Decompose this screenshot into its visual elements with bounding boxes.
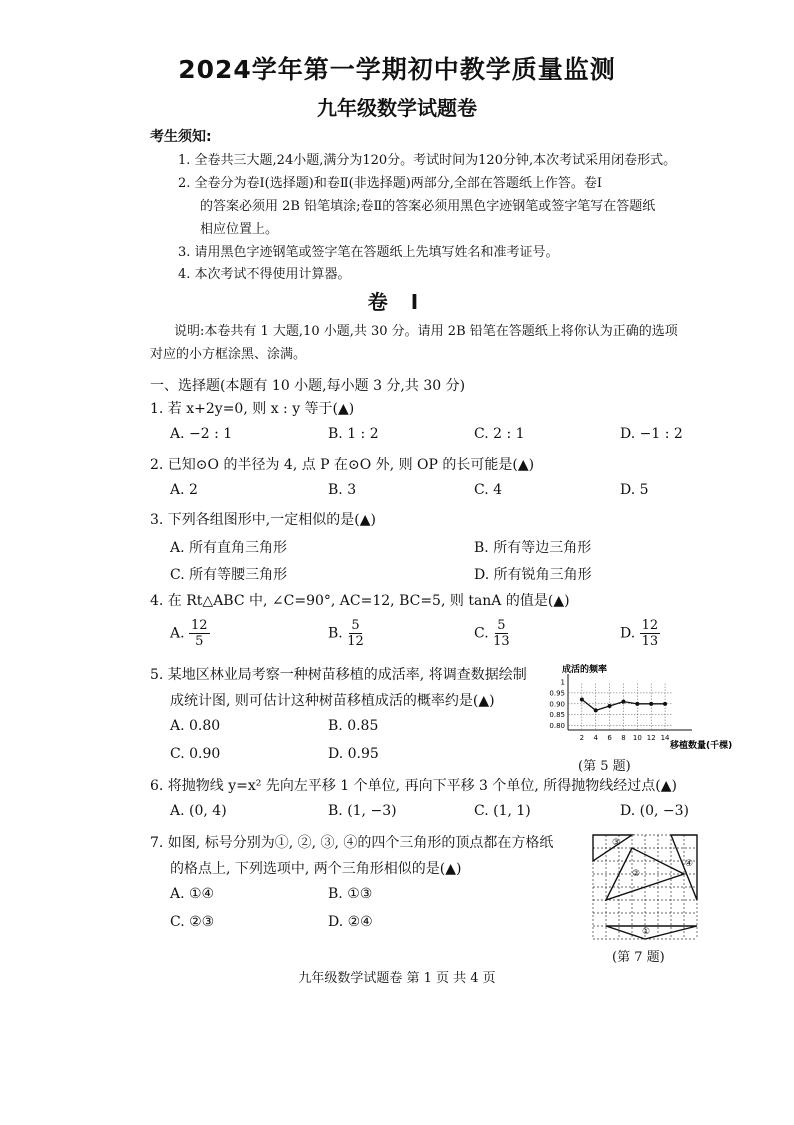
notice-item-2-cont2: 相应位置上。: [200, 222, 279, 237]
frac-num: 12: [191, 618, 208, 633]
label-1: ①: [642, 927, 651, 937]
q2-option-b: B. 3: [328, 482, 357, 498]
data-point: [594, 708, 598, 712]
page-footer: 九年级数学试题卷 第 1 页 共 4 页: [298, 971, 496, 986]
y-tick-label: 0.80: [549, 722, 565, 731]
frac-num: 12: [641, 618, 659, 633]
volume-desc-2: 对应的小方框涂黑、涂满。: [150, 347, 307, 362]
x-tick-label: 12: [646, 734, 656, 742]
notice-item-2-cont: 的答案必须用 2B 铅笔填涂;卷Ⅱ的答案必须用黑色字迹钢笔或签字笔写在答题纸: [200, 199, 656, 214]
q2-option-a: A. 2: [170, 482, 198, 498]
x-tick-label: 14: [660, 734, 670, 742]
q4-option-b: [328, 618, 364, 649]
q2-option-d: D. 5: [620, 482, 649, 498]
volume-title: 卷 Ⅰ: [367, 290, 427, 314]
q7-stem-1: 7. 如图, 标号分别为①, ②, ③, ④的四个三角形的顶点都在方格纸: [150, 835, 554, 851]
y-tick-label: 0.95: [549, 689, 565, 698]
q6-option-c: C. (1, 1): [474, 803, 531, 819]
notice-item-1: 1. 全卷共三大题,24小题,满分为120分。考试时间为120分钟,本次考试采用闭卷形式。: [178, 153, 677, 168]
q4-option-d-label: D.: [620, 625, 636, 642]
notice-heading: 考生须知:: [150, 129, 212, 145]
x-tick-label: 6: [607, 734, 612, 742]
q3-option-b: B. 所有等边三角形: [474, 540, 592, 556]
q4-option-b-label: B.: [328, 625, 343, 642]
data-point: [621, 700, 625, 704]
q1-option-b: B. 1 : 2: [328, 426, 379, 442]
q7-option-b: B. ①③: [328, 886, 373, 902]
q7-grid-figure: [590, 832, 700, 942]
exam-title: 2024学年第一学期初中教学质量监测: [178, 55, 616, 84]
volume-desc-1: 说明:本卷共有 1 大题,10 小题,共 30 分。请用 2B 铅笔在答题纸上将你认为正确的选项: [174, 324, 678, 339]
q5-stem-1: 5. 某地区林业局考察一种树苗移植的成活率, 将调查数据绘制: [150, 667, 527, 683]
chart-ylabel: 成活的频率: [562, 665, 608, 675]
label-2: ②: [632, 869, 641, 879]
q4-option-c-fraction: [493, 618, 510, 649]
q3-option-a: A. 所有直角三角形: [170, 540, 288, 556]
q7-stem-2: 的格点上, 下列选项中, 两个三角形相似的是(▲): [170, 861, 462, 877]
q5-caption: (第 5 题): [578, 759, 631, 774]
q5-option-a: A. 0.80: [170, 718, 221, 734]
frac-den: 13: [493, 634, 510, 649]
q4-option-d-fraction: [640, 618, 661, 649]
notice-item-4: 4. 本次考试不得使用计算器。: [178, 267, 351, 282]
chart-xlabel: 移植数量(千棵): [670, 741, 733, 751]
q3-option-c: C. 所有等腰三角形: [170, 567, 288, 583]
q4-option-c-label: C.: [474, 625, 489, 642]
notice-item-3: 3. 请用黑色字迹钢笔或签字笔在答题纸上先填写姓名和准考证号。: [178, 245, 559, 260]
x-tick-label: 2: [579, 734, 585, 742]
frac-num: 5: [497, 618, 506, 633]
q6-option-a: A. (0, 4): [170, 803, 227, 819]
y-top-tick-label: 1: [560, 678, 565, 687]
x-tick-label: 4: [593, 734, 598, 742]
data-point: [663, 702, 667, 706]
label-3: ③: [612, 838, 621, 848]
data-point: [635, 702, 639, 706]
y-tick-label: 0.85: [549, 711, 565, 720]
q4-option-a: [170, 618, 210, 649]
q6-option-d: D. (0, −3): [620, 803, 689, 819]
frac-den: 5: [195, 634, 204, 649]
q1-stem: 1. 若 x+2y=0, 则 x : y 等于(▲): [150, 401, 355, 417]
q7-option-a: A. ①④: [170, 886, 215, 902]
q1-option-a: A. −2 : 1: [170, 426, 233, 442]
q5-option-c: C. 0.90: [170, 746, 221, 762]
q6-option-b: B. (1, −3): [328, 803, 397, 819]
q5-stem-2: 成统计图, 则可估计这种树苗移植成活的概率约是(▲): [170, 693, 495, 709]
q5-option-b: B. 0.85: [328, 718, 379, 734]
data-point: [649, 702, 653, 706]
q4-stem: 4. 在 Rt△ABC 中, ∠C=90°, AC=12, BC=5, 则 tanA 的值是(▲): [150, 593, 570, 609]
q7-option-c: C. ②③: [170, 914, 215, 930]
q4-option-b-fraction: [347, 618, 364, 649]
q3-option-d: D. 所有锐角三角形: [474, 567, 592, 583]
q4-option-a-label: A.: [170, 625, 185, 642]
notice-item-2: 2. 全卷分为卷Ⅰ(选择题)和卷Ⅱ(非选择题)两部分,全部在答题纸上作答。卷Ⅰ: [178, 176, 603, 191]
triangle-1: [606, 926, 697, 939]
frac-den: 13: [641, 634, 659, 649]
q6-stem: 6. 将抛物线 y=x² 先向左平移 1 个单位, 再向下平移 3 个单位, 所得抛物线经过点(▲): [150, 778, 677, 794]
section-heading: 一、选择题(本题有 10 小题,每小题 3 分,共 30 分): [150, 378, 466, 394]
q2-stem: 2. 已知⊙O 的半径为 4, 点 P 在⊙O 外, 则 OP 的长可能是(▲): [150, 457, 535, 473]
q1-option-c: C. 2 : 1: [474, 426, 525, 442]
frac-den: 12: [347, 634, 364, 649]
q4-option-c: [474, 618, 510, 649]
q5-line-chart: [530, 660, 762, 772]
q2-option-c: C. 4: [474, 482, 503, 498]
frac-num: 5: [351, 618, 360, 633]
y-tick-label: 0.90: [549, 700, 565, 709]
exam-subtitle: 九年级数学试题卷: [317, 96, 477, 120]
q7-caption: (第 7 题): [612, 950, 665, 965]
x-tick-label: 10: [632, 734, 642, 742]
data-point: [608, 704, 612, 708]
q7-option-d: D. ②④: [328, 914, 373, 930]
q4-option-a-fraction: [189, 618, 210, 649]
data-point: [580, 697, 584, 701]
label-4: ④: [685, 859, 694, 869]
q5-option-d: D. 0.95: [328, 746, 379, 762]
q1-option-d: D. −1 : 2: [620, 426, 683, 442]
x-tick-label: 8: [621, 734, 626, 742]
q4-option-d: [620, 618, 660, 649]
q3-stem: 3. 下列各组图形中,一定相似的是(▲): [150, 512, 376, 528]
